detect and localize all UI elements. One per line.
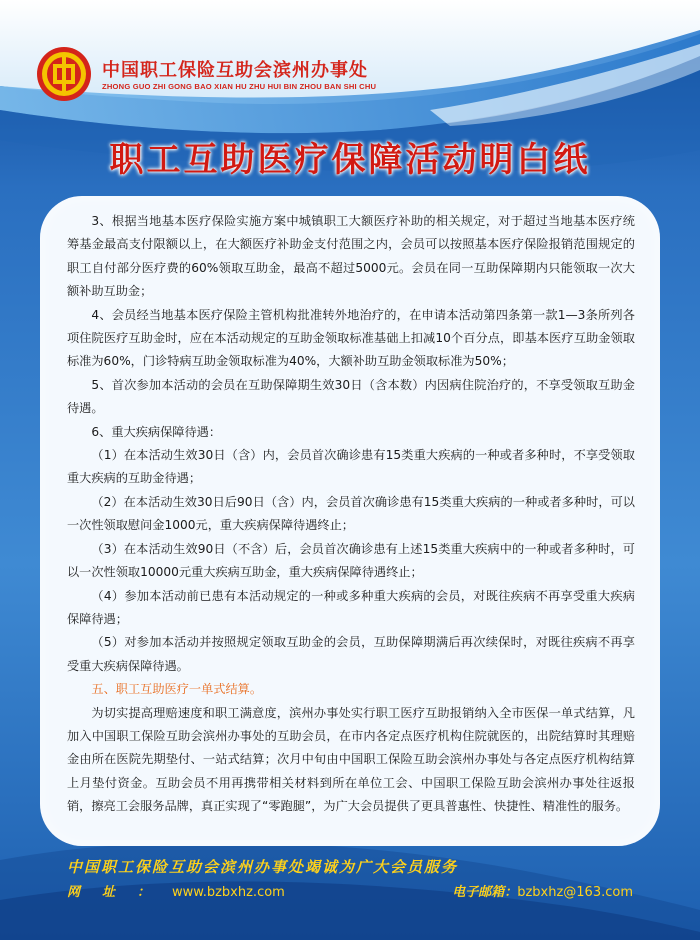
paragraph-item-5: 5、首次参加本活动的会员在互助保障期生效30日（含本数）内因病住院治疗的，不享受领取互助金待遇。 (67, 377, 635, 416)
subitem-1: （1）在本活动生效30日（含）内，会员首次确诊患有15类重大疾病的一种或者多种时，不享受领取重大疾病的互助金待遇； (67, 448, 635, 486)
website-info (67, 881, 285, 900)
body-text (67, 210, 635, 819)
website-label: 网址： (67, 885, 173, 900)
section-heading-5: 五、职工互助医疗一单式结算。 (91, 682, 263, 697)
page-title: 职工互助医疗保障活动明白纸 (109, 140, 591, 180)
paragraph-item-6: 6、重大疾病保障待遇： (91, 424, 222, 439)
organization-name: 中国职工保险互助会滨州办事处 (102, 60, 368, 81)
subitem-2: （2）在本活动生效30日后90日（含）内，会员首次确诊患有15类重大疾病的一种或者多种时，可以一次性领取慰问金1000元，重大疾病保障待遇终止； (67, 494, 635, 533)
email-link[interactable]: bzbxhz@163.com (517, 885, 633, 900)
website-link[interactable]: www.bzbxhz.com (172, 885, 285, 900)
subitem-5: （5）对参加本活动并按照规定领取互助金的会员，互助保障期满后再次续保时，对既往疾病不再享受重大疾病保障待遇。 (67, 635, 635, 673)
footer-slogan: 中国职工保险互助会滨州办事处竭诚为广大会员服务 (67, 858, 459, 876)
email-label: 电子邮箱： (452, 885, 518, 900)
organization-pinyin: ZHONG GUO ZHI GONG BAO XIAN HU ZHU HUI BIN ZHOU BAN SHI CHU (102, 82, 377, 91)
email-info (452, 881, 633, 900)
footer-contacts (67, 881, 633, 905)
paragraph-item-4: 4、会员经当地基本医疗保险主管机构批准转外地治疗的，在申请本活动第四条第一款1—3条所列各项住院医疗互助金时，应在本活动规定的互助金领取标准基础上扣减10个百分点，即基本医疗互助金领取标准为60%，门诊特病互助金领取标准为40%，大额补助互助金领取标准为50%； (67, 307, 635, 369)
paragraph-item-3: 3、根据当地基本医疗保险实施方案中城镇职工大额医疗补助的相关规定，对于超过当地基本医疗统筹基金最高支付限额以上，在大额医疗补助金支付范围之内，会员可以按照基本医疗保险报销范围规定的职工自付部分医疗费的60%领取互助金，最高不超过5000元。会员在同一互助保障期内只能领取一次大额补助互助金； (67, 214, 635, 299)
subitem-3: （3）在本活动生效90日（不含）后，会员首次确诊患有上述15类重大疾病中的一种或者多种时，可以一次性领取10000元重大疾病互助金，重大疾病保障待遇终止； (67, 541, 635, 580)
subitem-4: （4）参加本活动前已患有本活动规定的一种或多种重大疾病的会员，对既往疾病不再享受重大疾病保障待遇； (67, 588, 635, 626)
union-emblem-logo (36, 46, 92, 102)
settlement-paragraph: 为切实提高理赔速度和职工满意度，滨州办事处实行职工医疗互助报销纳入全市医保一单式结算，凡加入中国职工保险互助会滨州办事处的互助会员，在市内各定点医疗机构住院就医的，出院结算时其理赔金由所在医院先期垫付、一站式结算；次月中旬由中国职工保险互助会滨州办事处与各定点医疗机构结算上月垫付资金。互助会员不用再携带相关材料到所在单位工会、中国职工保险互助会滨州办事处往返报销，擦亮工会服务品牌，真正实现了“零跑腿”，为广大会员提供了更具普惠性、快捷性、精准性的服务。 (67, 705, 635, 814)
